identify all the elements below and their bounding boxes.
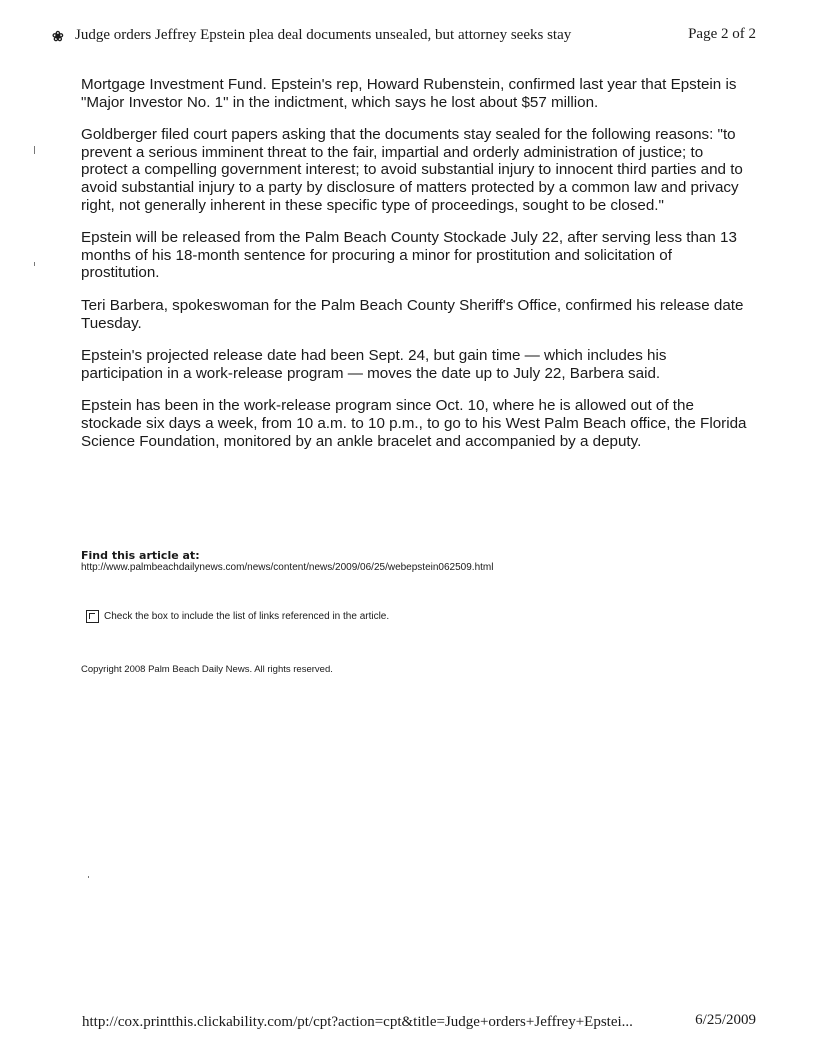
article-body	[81, 76, 749, 465]
include-links-checkbox[interactable]	[86, 610, 99, 623]
find-article-label: Find this article at:	[81, 549, 200, 562]
footer-url: http://cox.printthis.clickability.com/pt/cpt?action=cpt&title=Judge+orders+Jeffrey+Epstei...	[82, 1014, 633, 1030]
include-links-row	[86, 610, 389, 623]
paragraph: Epstein's projected release date had been Sept. 24, but gain time — which includes his participation in a work-release program — moves the date up to July 22, Barbera said.	[81, 347, 667, 382]
paragraph: Mortgage Investment Fund. Epstein's rep, Howard Rubenstein, confirmed last year that Epstein is "Major Investor No. 1" in the indictment, which says he lost about $57 million.	[81, 76, 737, 111]
include-links-label: Check the box to include the list of links referenced in the article.	[104, 611, 390, 622]
paragraph: Epstein has been in the work-release program since Oct. 10, where he is allowed out of the stockade six days a week, from 10 a.m. to 10 p.m., to go to his West Palm Beach office, the Florida Science Foundation, monitored by an ankle bracelet and accompanied by a deputy.	[81, 397, 747, 450]
header-title: Judge orders Jeffrey Epstein plea deal documents unsealed, but attorney seeks stay	[75, 27, 572, 43]
bullet-mark-icon: ❀	[52, 30, 64, 45]
paragraph: Goldberger filed court papers asking that the documents stay sealed for the following reasons: "to prevent a serious imminent threat to the fair, impartial and orderly administration of justice; to protect a compelling government interest; to avoid substantial injury to innocent third parties and to avoid substantial injury to a party by disclosure of matters protected by a common law and privacy right, not generally inherent in these specific type of proceedings, sought to be closed."	[81, 126, 743, 214]
scan-speck	[34, 262, 35, 266]
scan-speck	[34, 146, 35, 154]
scan-speck	[88, 876, 89, 878]
find-article	[81, 549, 493, 574]
article-url-link[interactable]: http://www.palmbeachdailynews.com/news/content/news/2009/06/25/webepstein062509.html	[81, 562, 494, 573]
footer-date: 6/25/2009	[695, 1012, 756, 1028]
copyright-notice: Copyright 2008 Palm Beach Daily News. All rights reserved.	[81, 664, 333, 675]
page-number: Page 2 of 2	[688, 26, 756, 42]
page-header	[52, 27, 756, 51]
paragraph: Teri Barbera, spokeswoman for the Palm Beach County Sheriff's Office, confirmed his release date Tuesday.	[81, 296, 744, 332]
paragraph: Epstein will be released from the Palm Beach County Stockade July 22, after serving less than 13 months of his 18-month sentence for procuring a minor for prostitution and solicitation of prostitution.	[81, 229, 737, 282]
